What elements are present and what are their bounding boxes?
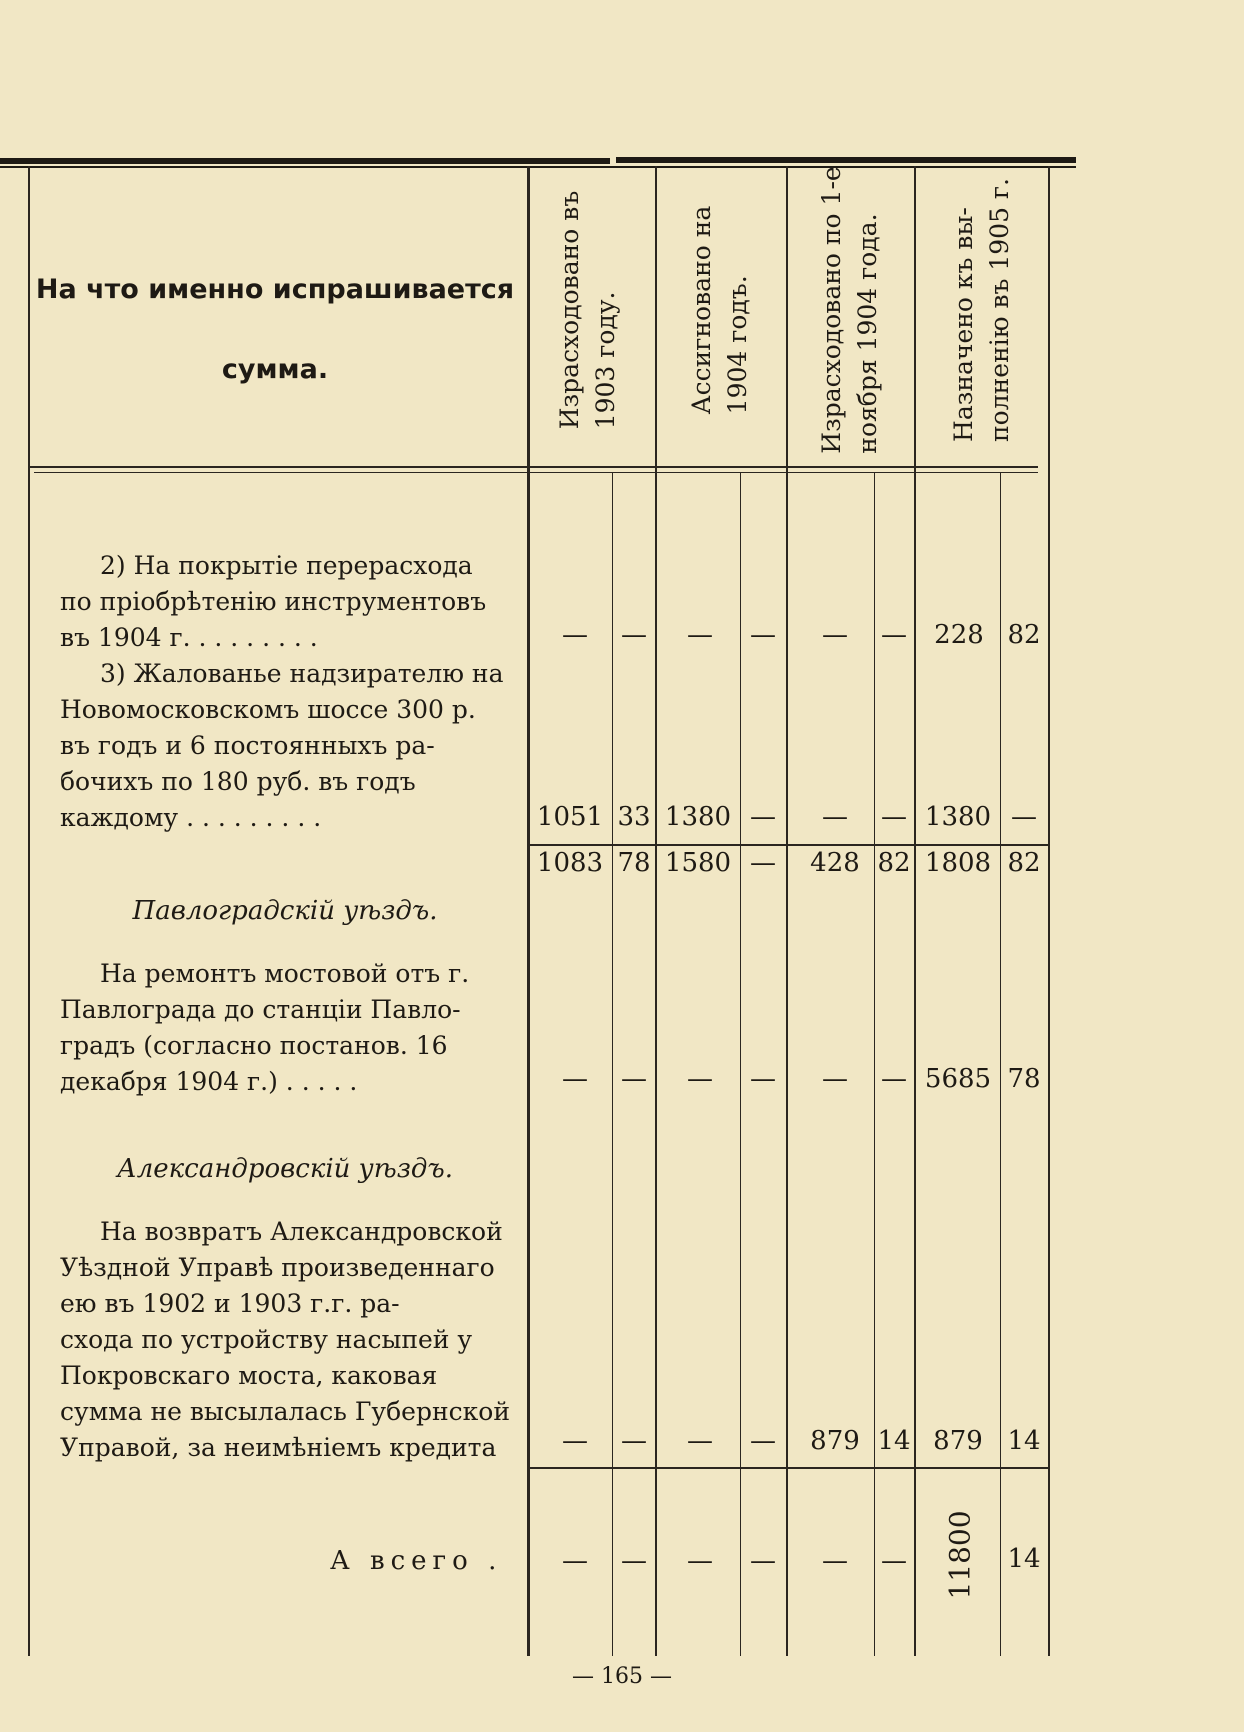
column-header-1904-assigned: Ассигновано на 1904 годъ. — [687, 205, 752, 415]
subtotal-1903-rub: 1083 — [536, 848, 604, 878]
top-rule-left — [0, 158, 610, 164]
page-number: — 165 — — [572, 1664, 672, 1689]
pavlograd-1904s-rub: — — [822, 1064, 848, 1094]
item3-1905-rub: 1380 — [924, 802, 992, 832]
total-line — [527, 1467, 1048, 1469]
subtotal-1903-kop: 78 — [617, 848, 651, 878]
pavlograd-1904s-kop: — — [881, 1064, 907, 1094]
item3-1904a-kop: — — [750, 802, 776, 832]
sub-divider-4 — [1000, 472, 1001, 1656]
subtotal-1904a-rub: 1580 — [664, 848, 732, 878]
item2-description: 2) На покрытіе перерасхода по пріобрѣтенію инструментовъ въ 1904 г. . . . . . . . . — [60, 551, 487, 652]
subtotal-1904s-kop: 82 — [877, 848, 911, 878]
item2-1905-kop: 82 — [1007, 620, 1041, 650]
aleksandrovsk-1905-kop: 14 — [1007, 1426, 1041, 1456]
aleksandrovsk-1904a-rub: — — [687, 1426, 713, 1456]
pavlograd-1904a-rub: — — [687, 1064, 713, 1094]
pavlograd-1904a-kop: — — [750, 1064, 776, 1094]
pavlograd-1905-rub: 5685 — [924, 1064, 992, 1094]
total-1904a-kop: — — [750, 1546, 776, 1576]
item3-1905-kop: — — [1011, 802, 1037, 832]
item3-1903-rub: 1051 — [536, 802, 604, 832]
pavlograd-1903-kop: — — [621, 1064, 647, 1094]
column-header-1903: Израсходовано въ 1903 году. — [555, 190, 620, 430]
total-1904s-rub: — — [822, 1546, 848, 1576]
aleksandrovsk-1903-kop: — — [621, 1426, 647, 1456]
aleksandrovsk-1905-rub: 879 — [933, 1426, 983, 1456]
grand-total-label: А всего . — [330, 1546, 503, 1576]
item3-1903-kop: 33 — [617, 802, 651, 832]
top-rule-right — [616, 157, 1076, 163]
item2-1905-rub: 228 — [934, 620, 984, 650]
sub-divider-1 — [612, 472, 613, 1656]
col-divider-3 — [786, 166, 788, 1656]
item2-1904a-kop: — — [750, 620, 776, 650]
total-1904a-rub: — — [687, 1546, 713, 1576]
total-1905-kop: 14 — [1007, 1544, 1041, 1574]
item3-1904s-rub: — — [822, 802, 848, 832]
sub-divider-3 — [874, 472, 875, 1656]
subtotal-1904a-kop: — — [750, 848, 776, 878]
item2-1903-rub: — — [562, 620, 588, 650]
question-header: На что именно испрашивается сумма. — [35, 274, 515, 385]
item2-1904s-rub: — — [822, 620, 848, 650]
subtotal-1904s-rub: 428 — [810, 848, 860, 878]
item2-1904a-rub: — — [687, 620, 713, 650]
item3-description: 3) Жалованье надзирателю на Новомосковскомъ шоссе 300 р. въ годъ и 6 постоянныхъ ра- бочихъ по 180 руб. въ годъ каждому . . . . . . . . . — [60, 659, 504, 832]
aleksandrovsk-1903-rub: — — [562, 1426, 588, 1456]
col-divider-4 — [914, 166, 916, 1656]
header-bottom-line — [28, 466, 1038, 468]
pavlograd-1905-kop: 78 — [1007, 1064, 1041, 1094]
sub-divider-2 — [740, 472, 741, 1656]
subtotal-line — [527, 844, 1048, 846]
total-1904s-kop: — — [881, 1546, 907, 1576]
aleksandrovsk-description: На возвратъ Александровской Уѣздной Управѣ произведеннаго ею въ 1902 и 1903 г.г. ра- схода по устройству насыпей у Покровскаго моста, каковая сумма не высылалась Губернской Управой, за неимѣніемъ кредита — [60, 1217, 510, 1462]
column-header-1905: Назначено къ вы- полненію въ 1905 г. — [949, 178, 1014, 442]
col-divider-2 — [655, 166, 657, 1656]
aleksandrovsk-1904s-kop: 14 — [877, 1426, 911, 1456]
pavlograd-1903-rub: — — [562, 1064, 588, 1094]
item2-1903-kop: — — [621, 620, 647, 650]
item3-1904a-rub: 1380 — [664, 802, 732, 832]
pavlograd-description: На ремонтъ мостовой отъ г. Павлограда до станціи Павло- градъ (согласно постанов. 16 декабря 1904 г.) . . . . . — [60, 959, 470, 1096]
aleksandrovsk-heading: Александровскій уѣздъ. — [117, 1154, 453, 1184]
total-1905-rub: 11800 — [943, 1510, 977, 1600]
column-header-1904-spent: Израсходовано по 1-е ноября 1904 года. — [817, 166, 882, 454]
subtotal-1905-kop: 82 — [1007, 848, 1041, 878]
header-bottom-line-2 — [34, 472, 1038, 473]
aleksandrovsk-1904s-rub: 879 — [810, 1426, 860, 1456]
total-1903-kop: — — [621, 1546, 647, 1576]
item3-1904s-kop: — — [881, 802, 907, 832]
subtotal-1905-rub: 1808 — [924, 848, 992, 878]
pavlograd-heading: Павлоградскій уѣздъ. — [132, 896, 438, 926]
col-divider-1 — [528, 166, 530, 1656]
total-1903-rub: — — [562, 1546, 588, 1576]
right-border — [1048, 166, 1050, 1656]
item2-1904s-kop: — — [881, 620, 907, 650]
aleksandrovsk-1904a-kop: — — [750, 1426, 776, 1456]
